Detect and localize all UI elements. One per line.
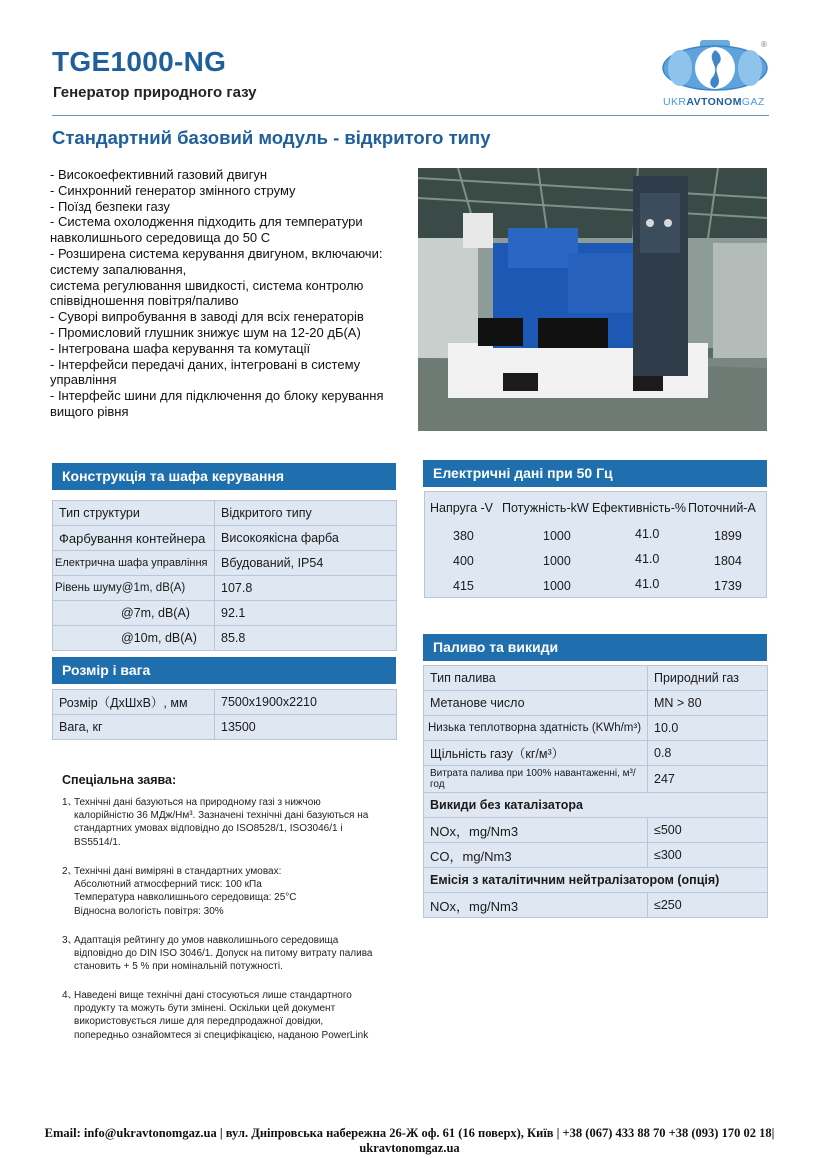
column-header: Напруга -V [430, 501, 494, 515]
note-item: 2、 Технічні дані виміряні в стандартних умовах: Абсолютний атмосферний тиск: 100 кПа Температура навколишнього середовища: 25°C Відносна вологість повітря: 30% [62, 866, 297, 917]
table-cell: Рівень шуму@1m, dB(A) [53, 576, 215, 601]
table-row [424, 666, 768, 691]
table-cell: Низька теплотворна здатність (KWh/m³) [424, 716, 648, 741]
table-cell: MN > 80 [648, 691, 768, 716]
table-cell: 41.0 [635, 577, 660, 591]
table-cell: @10m, dB(A) [53, 626, 215, 651]
section-title: Стандартний базовий модуль - відкритого типу [52, 127, 491, 148]
table-row [53, 690, 397, 715]
table-row [53, 501, 397, 526]
table-row [424, 766, 768, 793]
feature-line: управління [50, 372, 117, 388]
table-cell: ≤250 [648, 893, 768, 918]
table-cell: 1899 [714, 529, 742, 543]
feature-line: - Високоефективний газовий двигун [50, 167, 268, 182]
size-table [52, 689, 397, 740]
registered-mark: ® [761, 40, 767, 49]
construction-table [52, 500, 397, 651]
table-cell: 400 [453, 554, 474, 568]
table-cell: Вага, кг [53, 715, 215, 740]
feature-line: - Поїзд безпеки газу [50, 198, 170, 214]
table-row [424, 793, 768, 818]
table-cell: 7500x1900x2210 [215, 690, 397, 715]
feature-line: - Синхронний генератор змінного струму [50, 182, 296, 198]
header-divider [52, 115, 769, 116]
table-row [53, 551, 397, 576]
logo-mark-icon [663, 40, 767, 90]
feature-list [50, 167, 400, 420]
generator-photo [418, 168, 767, 431]
footer-website[interactable]: ukravtonomgaz.ua [359, 1141, 460, 1155]
footer-contact-line: Email: info@ukravtonomgaz.ua | вул. Дніпровська набережна 26-Ж оф. 61 (16 поверх), Київ | +38 (067) 433 88 70 +38 (093) 170 02 18| [44, 1126, 775, 1140]
table-cell: Електрична шафа управління [53, 551, 215, 576]
table-row [424, 818, 768, 843]
table-cell: ≤300 [648, 843, 768, 868]
feature-line: - Інтерфейс шини для підключення до блоку керування [50, 388, 384, 404]
column-header: Потужність-kW [502, 501, 589, 515]
table-cell: 380 [453, 529, 474, 543]
table-cell: 85.8 [215, 626, 397, 651]
fuel-table [423, 665, 768, 918]
table-row [424, 868, 768, 893]
column-header: Ефективність-% [592, 501, 686, 515]
product-subtitle: Генератор природного газу [53, 84, 257, 101]
table-row [53, 526, 397, 551]
table-cell: 13500 [215, 715, 397, 740]
fuel-panel-header: Паливо та викиди [423, 634, 767, 661]
table-cell: NOx，mg/Nm3 [424, 893, 648, 918]
table-cell: Відкритого типу [215, 501, 397, 526]
table-cell: 41.0 [635, 552, 660, 566]
feature-line: - Промисловий глушник знижує шум на 12-20 дБ(А) [50, 324, 361, 340]
table-row [424, 741, 768, 766]
feature-line: - Суворі випробування в заводі для всіх генераторів [50, 309, 364, 325]
table-cell: Вбудований, IP54 [215, 551, 397, 576]
table-row [424, 691, 768, 716]
feature-line: вищого рівня [50, 403, 129, 419]
table-cell: 1739 [714, 579, 742, 593]
feature-line: - Інтерфейси передачі даних, інтегровані в систему [50, 356, 361, 372]
table-cell: Природний газ [648, 666, 768, 691]
table-cell: Тип структури [53, 501, 215, 526]
feature-line: - Інтегрована шафа керування та комутації [50, 340, 311, 356]
table-row [53, 715, 397, 740]
table-row [53, 576, 397, 601]
table-cell: Фарбування контейнера [53, 526, 215, 551]
footer-contacts [0, 1126, 819, 1156]
note-item: 4、 Наведені вище технічні дані стосуються лише стандартного продукту та можуть бути змінені. Оскільки цей документ використовується лише для передпродажної довідки, попередньо ознайомтеся зі специфікацією, наданою PowerLink [62, 990, 369, 1041]
feature-line: система регулювання швидкості, система контролю [50, 277, 364, 293]
table-row [424, 893, 768, 918]
logo-wordmark: UKRAVTONOMGAZ [663, 96, 765, 108]
construction-panel-header: Конструкція та шафа керування [52, 463, 396, 490]
table-cell: 107.8 [215, 576, 397, 601]
column-header: Поточний-A [688, 501, 756, 515]
table-cell: 1000 [543, 554, 571, 568]
feature-line: - Система охолодження підходить для температури [50, 214, 363, 230]
table-cell: 1804 [714, 554, 742, 568]
electrical-panel-header: Електричні дані при 50 Гц [423, 460, 767, 487]
table-cell: @7m, dB(A) [53, 601, 215, 626]
table-cell: 41.0 [635, 527, 660, 541]
table-cell: Витрата палива при 100% навантаженні, м³/год [424, 766, 648, 793]
table-row [424, 843, 768, 868]
notes-title: Спеціальна заява: [62, 773, 177, 787]
table-cell: Високоякісна фарба [215, 526, 397, 551]
feature-line: - Розширена система керування двигуном, включаючи: [50, 245, 383, 261]
table-row [424, 716, 768, 741]
table-cell: NOx，mg/Nm3 [424, 818, 648, 843]
table-cell: 1000 [543, 579, 571, 593]
table-cell: 0.8 [648, 741, 768, 766]
table-row [53, 601, 397, 626]
table-cell: Метанове число [424, 691, 648, 716]
table-subheader: Викиди без каталізатора [424, 793, 768, 818]
table-cell: CO，mg/Nm3 [424, 843, 648, 868]
table-row [53, 626, 397, 651]
table-cell: Тип палива [424, 666, 648, 691]
note-item: 3、 Адаптація рейтингу до умов навколишнього середовища відповідно до DIN ISO 3046/1. Допуск на питому витрату палива становить + 5 % при номінальній потужності. [62, 935, 373, 973]
table-cell: 92.1 [215, 601, 397, 626]
table-cell: 247 [648, 766, 768, 793]
table-cell: 1000 [543, 529, 571, 543]
feature-line: систему запалювання, [50, 261, 187, 277]
table-subheader: Емісія з каталітичним нейтралізатором (опція) [424, 868, 768, 893]
table-cell: 10.0 [648, 716, 768, 741]
feature-line: співвідношення повітря/паливо [50, 293, 239, 309]
table-cell: 415 [453, 579, 474, 593]
size-panel-header: Розмір і вага [52, 657, 396, 684]
table-cell: Щільність газу（кг/м³） [424, 741, 648, 766]
electrical-table [424, 491, 767, 598]
product-title: TGE1000-NG [52, 46, 227, 77]
table-cell: ≤500 [648, 818, 768, 843]
note-item: 1、 Технічні дані базуються на природному газі з нижчою калорійністю 36 МДж/Нм³. Зазначені технічні дані базуються на стандартних умовах відповідно до ISO8528/1, ISO3046/1 і BS5514/1. [62, 797, 369, 848]
table-cell: Розмір（ДхШхВ）, мм [53, 690, 215, 715]
feature-line: навколишнього середовища до 50 С [50, 230, 271, 246]
